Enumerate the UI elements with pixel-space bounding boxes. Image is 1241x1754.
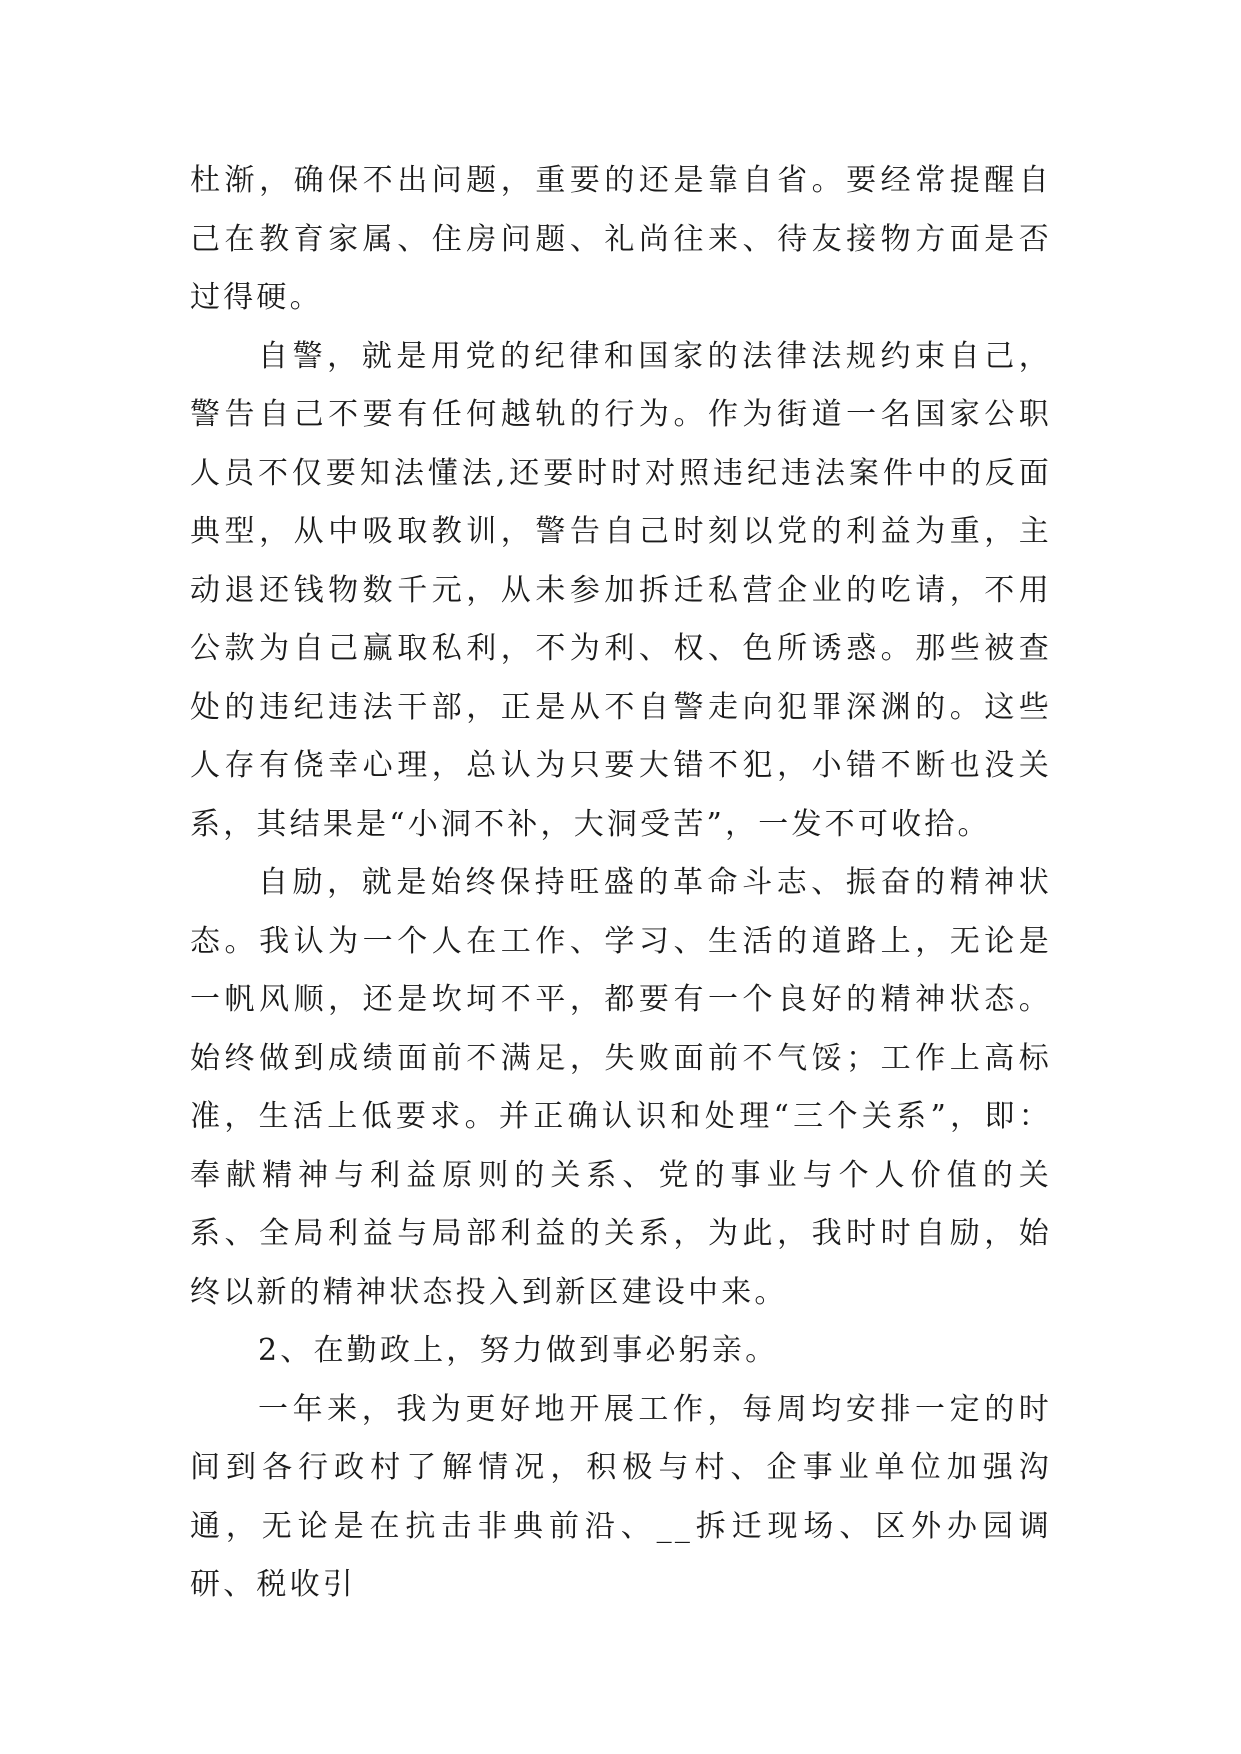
paragraph-self-warning: 自警，就是用党的纪律和国家的法律法规约束自己，警告自己不要有任何越轨的行为。作为街道一名国家公职人员不仅要知法懂法,还要时时对照违纪违法案件中的反面典型，从中吸取教训，警告自己时刻以党的利益为重，主动退还钱物数千元，从未参加拆迁私营企业的吃请，不用公款为自己赢取私利，不为利、权、色所诱惑。那些被查处的违纪违法干部，正是从不自警走向犯罪深渊的。这些人存有侥幸心理，总认为只要大错不犯，小错不断也没关系，其结果是“小洞不补，大洞受苦”，一发不可收拾。 (190, 338, 1052, 842)
section-heading-diligence: 2、在勤政上，努力做到事必躬亲。 (258, 1333, 779, 1368)
paragraph-self-encouragement: 自励，就是始终保持旺盛的革命斗志、振奋的精神状态。我认为一个人在工作、学习、生活的道路上，无论是一帆风顺，还是坎坷不平，都要有一个良好的精神状态。始终做到成绩面前不满足，失败面前不气馁；工作上高标准，生活上低要求。并正确认识和处理“三个关系”，即：奉献精神与利益原则的关系、党的事业与个人价值的关系、全局利益与局部利益的关系，为此，我时时自励，始终以新的精神状态投入到新区建设中来。 (190, 865, 1052, 1310)
document-page (190, 152, 1052, 1615)
paragraph-work-overview: 一年来，我为更好地开展工作，每周均安排一定的时间到各行政村了解情况，积极与村、企事业单位加强沟通，无论是在抗击非典前沿、__拆迁现场、区外办园调研、税收引 (190, 1391, 1052, 1602)
paragraph-self-reflection-end: 杜渐，确保不出问题，重要的还是靠自省。要经常提醒自己在教育家属、住房问题、礼尚往来、待友接物方面是否过得硬。 (190, 163, 1052, 315)
